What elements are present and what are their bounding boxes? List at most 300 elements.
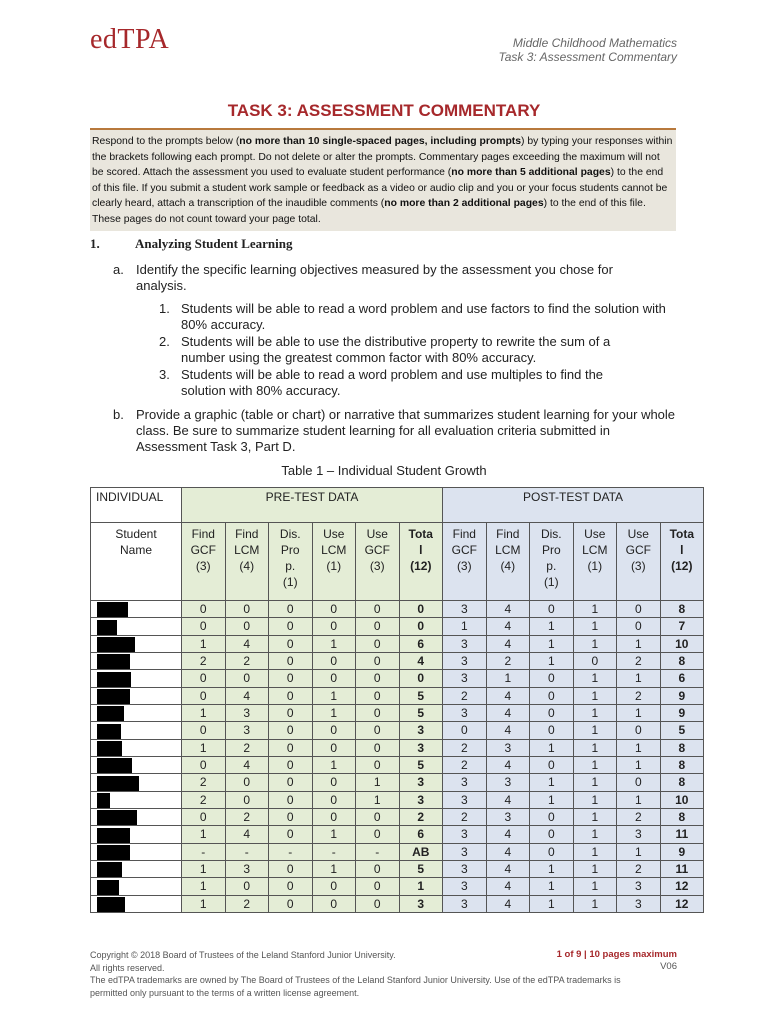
pre-score-cell: 0 <box>269 826 313 843</box>
post-score-cell: 10 <box>660 635 704 652</box>
post-score-cell: 2 <box>617 687 661 704</box>
post-score-cell: 3 <box>443 652 487 669</box>
post-score-cell: 1 <box>573 826 617 843</box>
table-row <box>91 860 704 877</box>
pre-score-cell: 0 <box>312 878 356 895</box>
pre-score-cell: 2 <box>399 808 443 825</box>
post-score-cell: 0 <box>617 722 661 739</box>
student-name-cell <box>91 722 182 739</box>
post-score-cell: 3 <box>443 843 487 860</box>
post-score-cell: 9 <box>660 704 704 721</box>
post-score-cell: 1 <box>573 601 617 618</box>
post-score-cell: 3 <box>443 860 487 877</box>
post-score-cell: 1 <box>617 756 661 773</box>
post-score-cell: 3 <box>443 670 487 687</box>
table-row <box>91 774 704 791</box>
post-score-cell: 2 <box>443 808 487 825</box>
post-score-cell: 4 <box>486 687 530 704</box>
post-score-cell: 8 <box>660 739 704 756</box>
pre-score-cell: 4 <box>399 652 443 669</box>
post-score-cell: 1 <box>617 843 661 860</box>
post-score-cell: 1 <box>617 739 661 756</box>
table-row <box>91 808 704 825</box>
edtpa-logo: edTPA <box>90 24 170 55</box>
table-row <box>91 670 704 687</box>
pre-score-cell: 5 <box>399 704 443 721</box>
pre-score-cell: 2 <box>182 774 226 791</box>
pre-score-cell: 2 <box>182 791 226 808</box>
instructions-text-2: ) by typing your responses within the brackets following each prompt. Do not delete or alter the prompts. Commentary pages exceeding the maximum will not be scored. Attach the assessment you used to evaluate student performance ( <box>92 136 673 179</box>
student-name-cell <box>91 843 182 860</box>
pre-score-cell: - <box>356 843 400 860</box>
pre-score-cell: 0 <box>312 739 356 756</box>
post-score-cell: 4 <box>486 860 530 877</box>
post-score-cell: 4 <box>486 635 530 652</box>
rights-text: All rights reserved. <box>90 962 165 973</box>
criterion-points: (1) <box>282 575 298 589</box>
pre-score-cell: 3 <box>225 704 269 721</box>
prompt-b-marker: b. <box>113 407 124 422</box>
pre-score-cell: 0 <box>269 722 313 739</box>
criterion-label: Dis. Prop. <box>279 527 301 573</box>
pre-score-cell: 0 <box>356 635 400 652</box>
pre-score-cell: 0 <box>269 618 313 635</box>
pre-score-cell: 0 <box>312 895 356 912</box>
pre-score-cell: 4 <box>225 687 269 704</box>
objective-text: Students will be able to read a word problem and use factors to find the solution with 80% accuracy. <box>181 301 666 332</box>
pre-score-cell: 2 <box>182 652 226 669</box>
criterion-label: Use GCF <box>625 527 651 557</box>
post-score-cell: 4 <box>486 843 530 860</box>
post-score-cell: 3 <box>617 878 661 895</box>
table-row <box>91 652 704 669</box>
pre-score-cell: 0 <box>399 601 443 618</box>
post-score-cell: 4 <box>486 878 530 895</box>
student-name-cell <box>91 756 182 773</box>
criterion-points: (3) <box>630 559 646 573</box>
criterion-label: Dis. Prop. <box>540 527 562 573</box>
post-score-cell: 0 <box>530 756 574 773</box>
post-score-cell: 3 <box>443 774 487 791</box>
post-score-cell: 3 <box>486 739 530 756</box>
post-score-cell: 12 <box>660 878 704 895</box>
post-score-cell: 1 <box>573 808 617 825</box>
pre-score-cell: 0 <box>356 687 400 704</box>
post-score-cell: 3 <box>443 635 487 652</box>
pre-score-cell: 0 <box>269 739 313 756</box>
pre-score-cell: 6 <box>399 635 443 652</box>
post-score-cell: 8 <box>660 756 704 773</box>
post-score-cell: 0 <box>530 687 574 704</box>
pre-score-cell: 0 <box>399 670 443 687</box>
criterion-points: (12) <box>410 559 432 573</box>
post-subheader <box>617 523 661 601</box>
pre-score-cell: 0 <box>269 652 313 669</box>
post-score-cell: 2 <box>443 756 487 773</box>
pre-subheader <box>269 523 313 601</box>
pre-score-cell: 3 <box>225 722 269 739</box>
pre-score-cell: 0 <box>356 670 400 687</box>
pre-score-cell: 0 <box>225 670 269 687</box>
post-score-cell: 9 <box>660 687 704 704</box>
student-name-cell <box>91 774 182 791</box>
post-score-cell: 3 <box>617 826 661 843</box>
pre-score-cell: 0 <box>269 601 313 618</box>
pre-score-cell: 0 <box>356 652 400 669</box>
student-name-cell <box>91 652 182 669</box>
redacted-name <box>97 828 130 843</box>
student-name-header <box>91 523 182 601</box>
post-test-header: POST-TEST DATA <box>443 488 704 523</box>
student-name-cell <box>91 895 182 912</box>
redacted-name <box>97 776 139 791</box>
post-score-cell: 0 <box>617 618 661 635</box>
post-score-cell: 1 <box>573 878 617 895</box>
post-score-cell: 3 <box>443 791 487 808</box>
post-score-cell: 1 <box>443 618 487 635</box>
post-score-cell: 3 <box>486 808 530 825</box>
post-score-cell: 1 <box>530 791 574 808</box>
post-score-cell: 2 <box>617 808 661 825</box>
pre-score-cell: 3 <box>399 895 443 912</box>
post-score-cell: 5 <box>660 722 704 739</box>
post-score-cell: 0 <box>530 722 574 739</box>
pre-score-cell: - <box>312 843 356 860</box>
post-score-cell: 2 <box>443 687 487 704</box>
post-score-cell: 1 <box>573 860 617 877</box>
pre-score-cell: - <box>225 843 269 860</box>
criterion-label: Total <box>669 527 695 557</box>
pre-score-cell: 1 <box>356 774 400 791</box>
post-score-cell: 1 <box>530 774 574 791</box>
version-label: V06 <box>660 961 677 972</box>
prompt-a-text: Identify the specific learning objectives measured by the assessment you chose for analysis. <box>136 262 613 293</box>
post-score-cell: 4 <box>486 826 530 843</box>
pre-score-cell: - <box>269 843 313 860</box>
criterion-points: (4) <box>500 559 516 573</box>
pre-score-cell: 2 <box>225 808 269 825</box>
post-score-cell: 1 <box>617 635 661 652</box>
post-score-cell: 1 <box>573 635 617 652</box>
student-growth-table <box>90 487 704 913</box>
pre-score-cell: 3 <box>399 791 443 808</box>
post-score-cell: 0 <box>573 652 617 669</box>
post-score-cell: 1 <box>486 670 530 687</box>
pre-score-cell: 0 <box>269 878 313 895</box>
student-name-label: Student Name <box>115 527 157 557</box>
pre-subheader <box>312 523 356 601</box>
table-row <box>91 895 704 912</box>
pre-score-cell: 0 <box>225 878 269 895</box>
instructions-bold-3: no more than 2 additional pages <box>384 198 544 210</box>
pre-score-cell: 2 <box>225 895 269 912</box>
table-caption: Table 1 – Individual Student Growth <box>281 463 487 478</box>
pre-score-cell: 3 <box>399 722 443 739</box>
pre-score-cell: 0 <box>356 739 400 756</box>
table-row <box>91 843 704 860</box>
pre-score-cell: 0 <box>182 601 226 618</box>
post-score-cell: 1 <box>573 670 617 687</box>
pre-score-cell: 4 <box>225 635 269 652</box>
post-score-cell: 4 <box>486 618 530 635</box>
criterion-points: (3) <box>195 559 211 573</box>
pre-score-cell: 1 <box>399 878 443 895</box>
pre-score-cell: 1 <box>312 687 356 704</box>
redacted-name <box>97 637 135 652</box>
post-subheader <box>573 523 617 601</box>
post-score-cell: 0 <box>530 826 574 843</box>
pre-score-cell: 0 <box>182 618 226 635</box>
pre-score-cell: 3 <box>399 774 443 791</box>
table-row <box>91 739 704 756</box>
pre-score-cell: 0 <box>356 722 400 739</box>
table-row <box>91 878 704 895</box>
pre-score-cell: - <box>182 843 226 860</box>
post-subheader <box>443 523 487 601</box>
pre-score-cell: 1 <box>182 878 226 895</box>
pre-subheader <box>356 523 400 601</box>
student-name-cell <box>91 635 182 652</box>
post-score-cell: 2 <box>617 652 661 669</box>
post-score-cell: 1 <box>530 652 574 669</box>
pre-score-cell: 1 <box>312 704 356 721</box>
pre-score-cell: 3 <box>225 860 269 877</box>
pre-score-cell: 0 <box>269 704 313 721</box>
pre-score-cell: 4 <box>225 826 269 843</box>
pre-score-cell: 0 <box>269 687 313 704</box>
student-name-cell <box>91 601 182 618</box>
pre-score-cell: 0 <box>269 756 313 773</box>
pre-score-cell: 0 <box>182 808 226 825</box>
page-count: 1 of 9 | 10 pages maximum <box>556 949 677 960</box>
post-score-cell: 2 <box>486 652 530 669</box>
criterion-points: (4) <box>239 559 255 573</box>
redacted-name <box>97 880 119 895</box>
post-score-cell: 1 <box>573 739 617 756</box>
pre-score-cell: 0 <box>312 808 356 825</box>
pre-score-cell: 1 <box>182 635 226 652</box>
subject-label: Middle Childhood Mathematics <box>512 36 677 50</box>
table-row <box>91 704 704 721</box>
pre-score-cell: 0 <box>269 895 313 912</box>
table-row <box>91 635 704 652</box>
pre-score-cell: 0 <box>269 774 313 791</box>
footer-page-info <box>557 949 677 973</box>
pre-score-cell: 0 <box>182 756 226 773</box>
redacted-name <box>97 758 132 773</box>
pre-score-cell: 0 <box>312 652 356 669</box>
criterion-points: (1) <box>543 575 559 589</box>
post-score-cell: 0 <box>530 808 574 825</box>
criterion-label: Use LCM <box>582 527 608 557</box>
criterion-points: (12) <box>671 559 693 573</box>
student-name-cell <box>91 791 182 808</box>
post-score-cell: 0 <box>530 670 574 687</box>
pre-score-cell: 0 <box>225 791 269 808</box>
table-row <box>91 601 704 618</box>
criterion-label: Find GCF <box>190 527 216 557</box>
post-score-cell: 1 <box>573 704 617 721</box>
pre-score-cell: 0 <box>356 826 400 843</box>
table-row <box>91 756 704 773</box>
table-row <box>91 618 704 635</box>
pre-score-cell: 0 <box>269 791 313 808</box>
pre-score-cell: 0 <box>356 756 400 773</box>
table-row <box>91 791 704 808</box>
post-score-cell: 10 <box>660 791 704 808</box>
pre-score-cell: 0 <box>269 808 313 825</box>
post-score-cell: 1 <box>573 774 617 791</box>
post-subheader <box>660 523 704 601</box>
objective-text: Students will be able to read a word problem and use multiples to find the solution with 80% accuracy. <box>181 367 604 398</box>
pre-score-cell: 1 <box>182 704 226 721</box>
pre-score-cell: 1 <box>312 756 356 773</box>
pre-score-cell: 0 <box>312 791 356 808</box>
table-row <box>91 722 704 739</box>
pre-score-cell: 0 <box>356 895 400 912</box>
post-score-cell: 0 <box>617 601 661 618</box>
prompt-a-marker: a. <box>113 262 124 277</box>
pre-score-cell: 2 <box>225 652 269 669</box>
post-score-cell: 6 <box>660 670 704 687</box>
criterion-points: (3) <box>369 559 385 573</box>
post-score-cell: 11 <box>660 826 704 843</box>
pre-subheader <box>225 523 269 601</box>
pre-subheader <box>182 523 226 601</box>
pre-score-cell: 0 <box>312 774 356 791</box>
pre-score-cell: 0 <box>269 860 313 877</box>
post-score-cell: 0 <box>530 601 574 618</box>
post-score-cell: 3 <box>443 878 487 895</box>
post-score-cell: 11 <box>660 860 704 877</box>
post-score-cell: 2 <box>443 739 487 756</box>
post-score-cell: 7 <box>660 618 704 635</box>
redacted-name <box>97 620 117 635</box>
post-score-cell: 3 <box>443 601 487 618</box>
post-score-cell: 1 <box>530 895 574 912</box>
student-name-cell <box>91 670 182 687</box>
prompt-b-text: Provide a graphic (table or chart) or narrative that summarizes student learning for your whole class. Be sure to summarize student learning for all evaluation criteria submitted in Assessment Task 3, Part D. <box>136 407 676 454</box>
document-header <box>498 36 677 64</box>
redacted-name <box>97 862 122 877</box>
criterion-label: Total <box>408 527 433 557</box>
student-name-cell <box>91 687 182 704</box>
criterion-label: Use LCM <box>321 527 347 557</box>
post-score-cell: 0 <box>617 774 661 791</box>
section-title: Analyzing Student Learning <box>135 236 293 251</box>
post-score-cell: 12 <box>660 895 704 912</box>
post-score-cell: 8 <box>660 652 704 669</box>
pre-score-cell: 1 <box>312 826 356 843</box>
pre-score-cell: 0 <box>182 722 226 739</box>
pre-subheader <box>399 523 443 601</box>
table-row <box>91 826 704 843</box>
pre-score-cell: 1 <box>182 826 226 843</box>
redacted-name <box>97 897 125 912</box>
post-score-cell: 8 <box>660 774 704 791</box>
pre-score-cell: 0 <box>312 670 356 687</box>
post-score-cell: 9 <box>660 843 704 860</box>
post-score-cell: 1 <box>617 670 661 687</box>
student-name-cell <box>91 808 182 825</box>
pre-score-cell: 3 <box>399 739 443 756</box>
pre-score-cell: 0 <box>356 878 400 895</box>
criterion-label: Use GCF <box>364 527 390 557</box>
criterion-label: Find GCF <box>451 527 477 557</box>
post-score-cell: 0 <box>443 722 487 739</box>
redacted-name <box>97 689 130 704</box>
instructions-text-3: ) to the end of this file. If you submit a student work sample or feedback as a video or audio clip and you or your focus students cannot be clearly heard, attach a transcription of the inaudible comments ( <box>92 167 668 210</box>
pre-score-cell: 1 <box>312 635 356 652</box>
post-score-cell: 1 <box>530 618 574 635</box>
post-score-cell: 4 <box>486 601 530 618</box>
post-score-cell: 8 <box>660 601 704 618</box>
pre-score-cell: 0 <box>182 687 226 704</box>
redacted-name <box>97 654 130 669</box>
pre-score-cell: 0 <box>399 618 443 635</box>
objective-number: 3. <box>159 367 170 382</box>
instructions-box <box>90 128 676 231</box>
objective-number: 1. <box>159 301 170 316</box>
pre-score-cell: 5 <box>399 860 443 877</box>
redacted-name <box>97 672 131 687</box>
post-score-cell: 1 <box>573 843 617 860</box>
page-title: TASK 3: ASSESSMENT COMMENTARY <box>227 101 541 120</box>
post-score-cell: 1 <box>617 791 661 808</box>
post-score-cell: 1 <box>573 895 617 912</box>
student-name-cell <box>91 739 182 756</box>
table-row <box>91 687 704 704</box>
pre-score-cell: 5 <box>399 756 443 773</box>
instructions-text-4: ) to the end of this file. These pages do not count toward your page total. <box>92 198 646 225</box>
post-score-cell: 1 <box>573 722 617 739</box>
pre-score-cell: 6 <box>399 826 443 843</box>
pre-score-cell: 0 <box>225 601 269 618</box>
redacted-name <box>97 741 122 756</box>
pre-score-cell: 0 <box>269 635 313 652</box>
post-subheader <box>486 523 530 601</box>
criterion-label: Find LCM <box>495 527 521 557</box>
instructions-bold-1: no more than 10 single-spaced pages, including prompts <box>239 136 522 147</box>
pre-score-cell: 0 <box>356 860 400 877</box>
student-name-cell <box>91 618 182 635</box>
pre-score-cell: 4 <box>225 756 269 773</box>
post-score-cell: 4 <box>486 791 530 808</box>
post-score-cell: 1 <box>573 791 617 808</box>
pre-score-cell: 5 <box>399 687 443 704</box>
post-score-cell: 3 <box>443 895 487 912</box>
criterion-points: (1) <box>326 559 342 573</box>
pre-score-cell: 0 <box>312 601 356 618</box>
pre-score-cell: 0 <box>312 618 356 635</box>
section-heading <box>90 236 292 252</box>
post-score-cell: 1 <box>573 618 617 635</box>
pre-score-cell: 0 <box>225 774 269 791</box>
redacted-name <box>97 845 130 860</box>
post-score-cell: 1 <box>573 687 617 704</box>
pre-score-cell: 2 <box>225 739 269 756</box>
post-score-cell: 1 <box>530 860 574 877</box>
criterion-label: Find LCM <box>234 527 260 557</box>
instructions-bold-2: no more than 5 additional pages <box>451 167 611 179</box>
post-score-cell: 1 <box>530 635 574 652</box>
post-score-cell: 1 <box>573 756 617 773</box>
trademark-text: The edTPA trademarks are owned by The Board of Trustees of the Leland Stanford Junior University. Use of the edTPA trademarks is permitted only pursuant to the terms of a written license agreement. <box>90 975 621 998</box>
pre-score-cell: 0 <box>356 618 400 635</box>
post-score-cell: 3 <box>486 774 530 791</box>
section-number: 1. <box>90 236 100 251</box>
post-score-cell: 0 <box>530 704 574 721</box>
